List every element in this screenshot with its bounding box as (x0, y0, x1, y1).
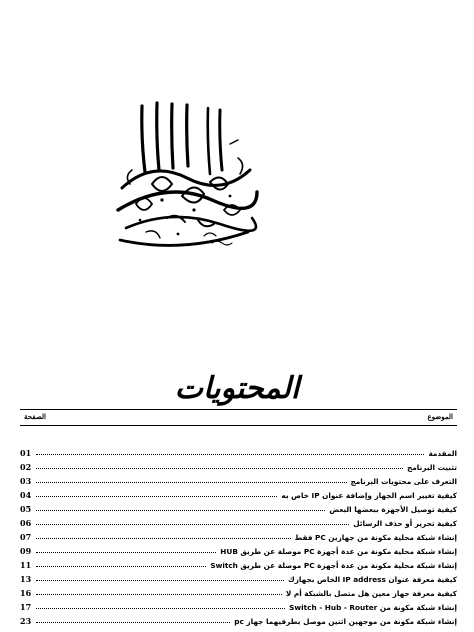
toc-entry (20, 444, 457, 458)
toc-entry (20, 472, 457, 486)
toc-entry-page: 01 (20, 448, 32, 458)
header-page: الصفحة (24, 412, 46, 421)
dot-leader (36, 552, 216, 553)
dot-leader (36, 580, 284, 581)
toc-entry-page: 11 (20, 560, 32, 570)
toc-entry-title: إنشاء شبكة محلية مكونة من عدة أجهزة PC موصلة عن طريق Switch (210, 561, 457, 570)
toc-entry (20, 514, 457, 528)
dot-leader (36, 608, 285, 609)
toc-entry (20, 528, 457, 542)
toc-entry-page: 17 (20, 602, 32, 612)
dot-leader (36, 524, 349, 525)
basmala-calligraphy (112, 100, 262, 255)
toc-entry (20, 556, 457, 570)
toc-entry (20, 542, 457, 556)
dot-leader (36, 594, 282, 595)
toc-header (20, 410, 457, 424)
toc-entry-page: 16 (20, 588, 32, 598)
toc-entry-title: كيفية معرفة جهاز معين هل متصل بالشبكة أم لا (285, 589, 457, 598)
toc-entry (20, 458, 457, 472)
dot-leader (36, 482, 347, 483)
toc-entry-page: 13 (20, 574, 32, 584)
toc-entry-page: 02 (20, 462, 32, 472)
toc-entry (20, 598, 457, 612)
dot-leader (36, 454, 424, 455)
toc-entry (20, 584, 457, 598)
toc-entry-page: 23 (20, 616, 32, 626)
dot-leader (36, 510, 325, 511)
dot-leader (36, 538, 291, 539)
toc-entry-title: إنشاء شبكة مكونة من Switch - Hub - Router (289, 603, 457, 612)
toc-entry-title: إنشاء شبكة مكونة من موجهين اثنين موصل بطرفيهما جهاز pc (234, 617, 457, 626)
dot-leader (36, 496, 277, 497)
toc-entry (20, 500, 457, 514)
toc-entry-title: كيفية تغيير اسم الجهاز وإضافة عنوان IP خاص به (281, 491, 457, 500)
dot-leader (36, 622, 230, 623)
header-bottom-rule (20, 425, 457, 426)
toc-entry-page: 09 (20, 546, 32, 556)
toc-list (20, 444, 457, 626)
toc-entry-title: التعرف على محتويات البرنامج (350, 477, 457, 486)
toc-entry (20, 612, 457, 626)
header-topic: الموضوع (427, 412, 453, 421)
toc-entry-page: 07 (20, 532, 32, 542)
toc-entry-page: 06 (20, 518, 32, 528)
toc-entry-title: كيفية تحرير أو حذف الرسائل (353, 519, 457, 528)
toc-entry-page: 03 (20, 476, 32, 486)
toc-entry-title: كيفية معرفة عنوان IP address الخاص بجهازك (288, 575, 457, 584)
dot-leader (36, 468, 403, 469)
toc-entry-page: 05 (20, 504, 32, 514)
toc-title: المحتويات (174, 371, 300, 406)
toc-entry-page: 04 (20, 490, 32, 500)
toc-entry-title: كيفية توصيل الأجهزة ببعضها البعض (329, 505, 457, 514)
toc-entry-title: إنشاء شبكة محلية مكونة من جهازين PC فقط (294, 533, 457, 542)
dot-leader (36, 566, 206, 567)
toc-entry-title: المقدمة (428, 449, 457, 458)
toc-entry (20, 486, 457, 500)
toc-entry-title: إنشاء شبكة محلية مكونة من عدة أجهزة PC موصلة عن طريق HUB (220, 547, 457, 556)
toc-entry-title: تثبيت البرنامج (407, 463, 457, 472)
toc-entry (20, 570, 457, 584)
